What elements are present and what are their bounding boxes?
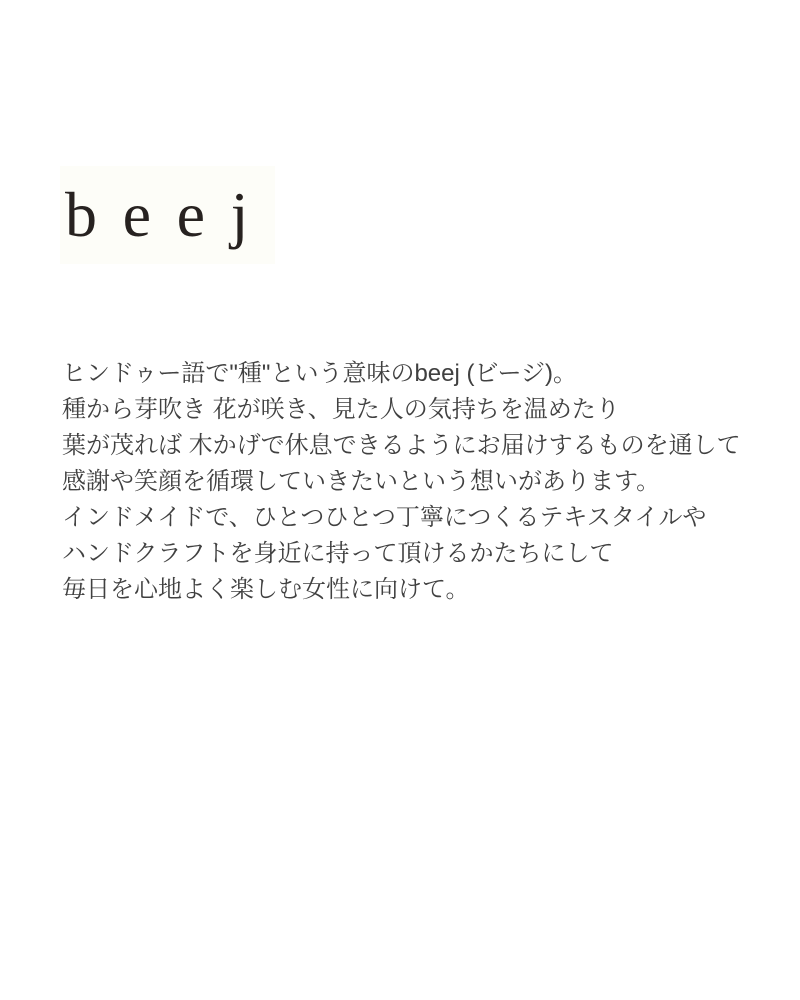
intro-line: ハンドクラフトを身近に持って頂けるかたちにして	[62, 540, 614, 567]
intro-line: 種から芽吹き 花が咲き、見た人の気持ちを温めたり	[62, 396, 620, 423]
intro-line: ヒンドゥー語で"種"という意味のbeej (ビージ)。	[62, 360, 578, 387]
intro-line: インドメイドで、ひとつひとつ丁寧につくるテキスタイルや	[62, 504, 707, 531]
beej-logo	[60, 166, 275, 264]
intro-line: 葉が茂れば 木かげで休息できるようにお届けするものを通して	[62, 432, 741, 459]
brand-description	[62, 356, 762, 608]
intro-line: 感謝や笑顔を循環していきたいという想いがあります。	[62, 468, 661, 495]
intro-line: 毎日を心地よく楽しむ女性に向けて。	[62, 576, 470, 603]
beej-logo-text: beej	[65, 179, 274, 250]
